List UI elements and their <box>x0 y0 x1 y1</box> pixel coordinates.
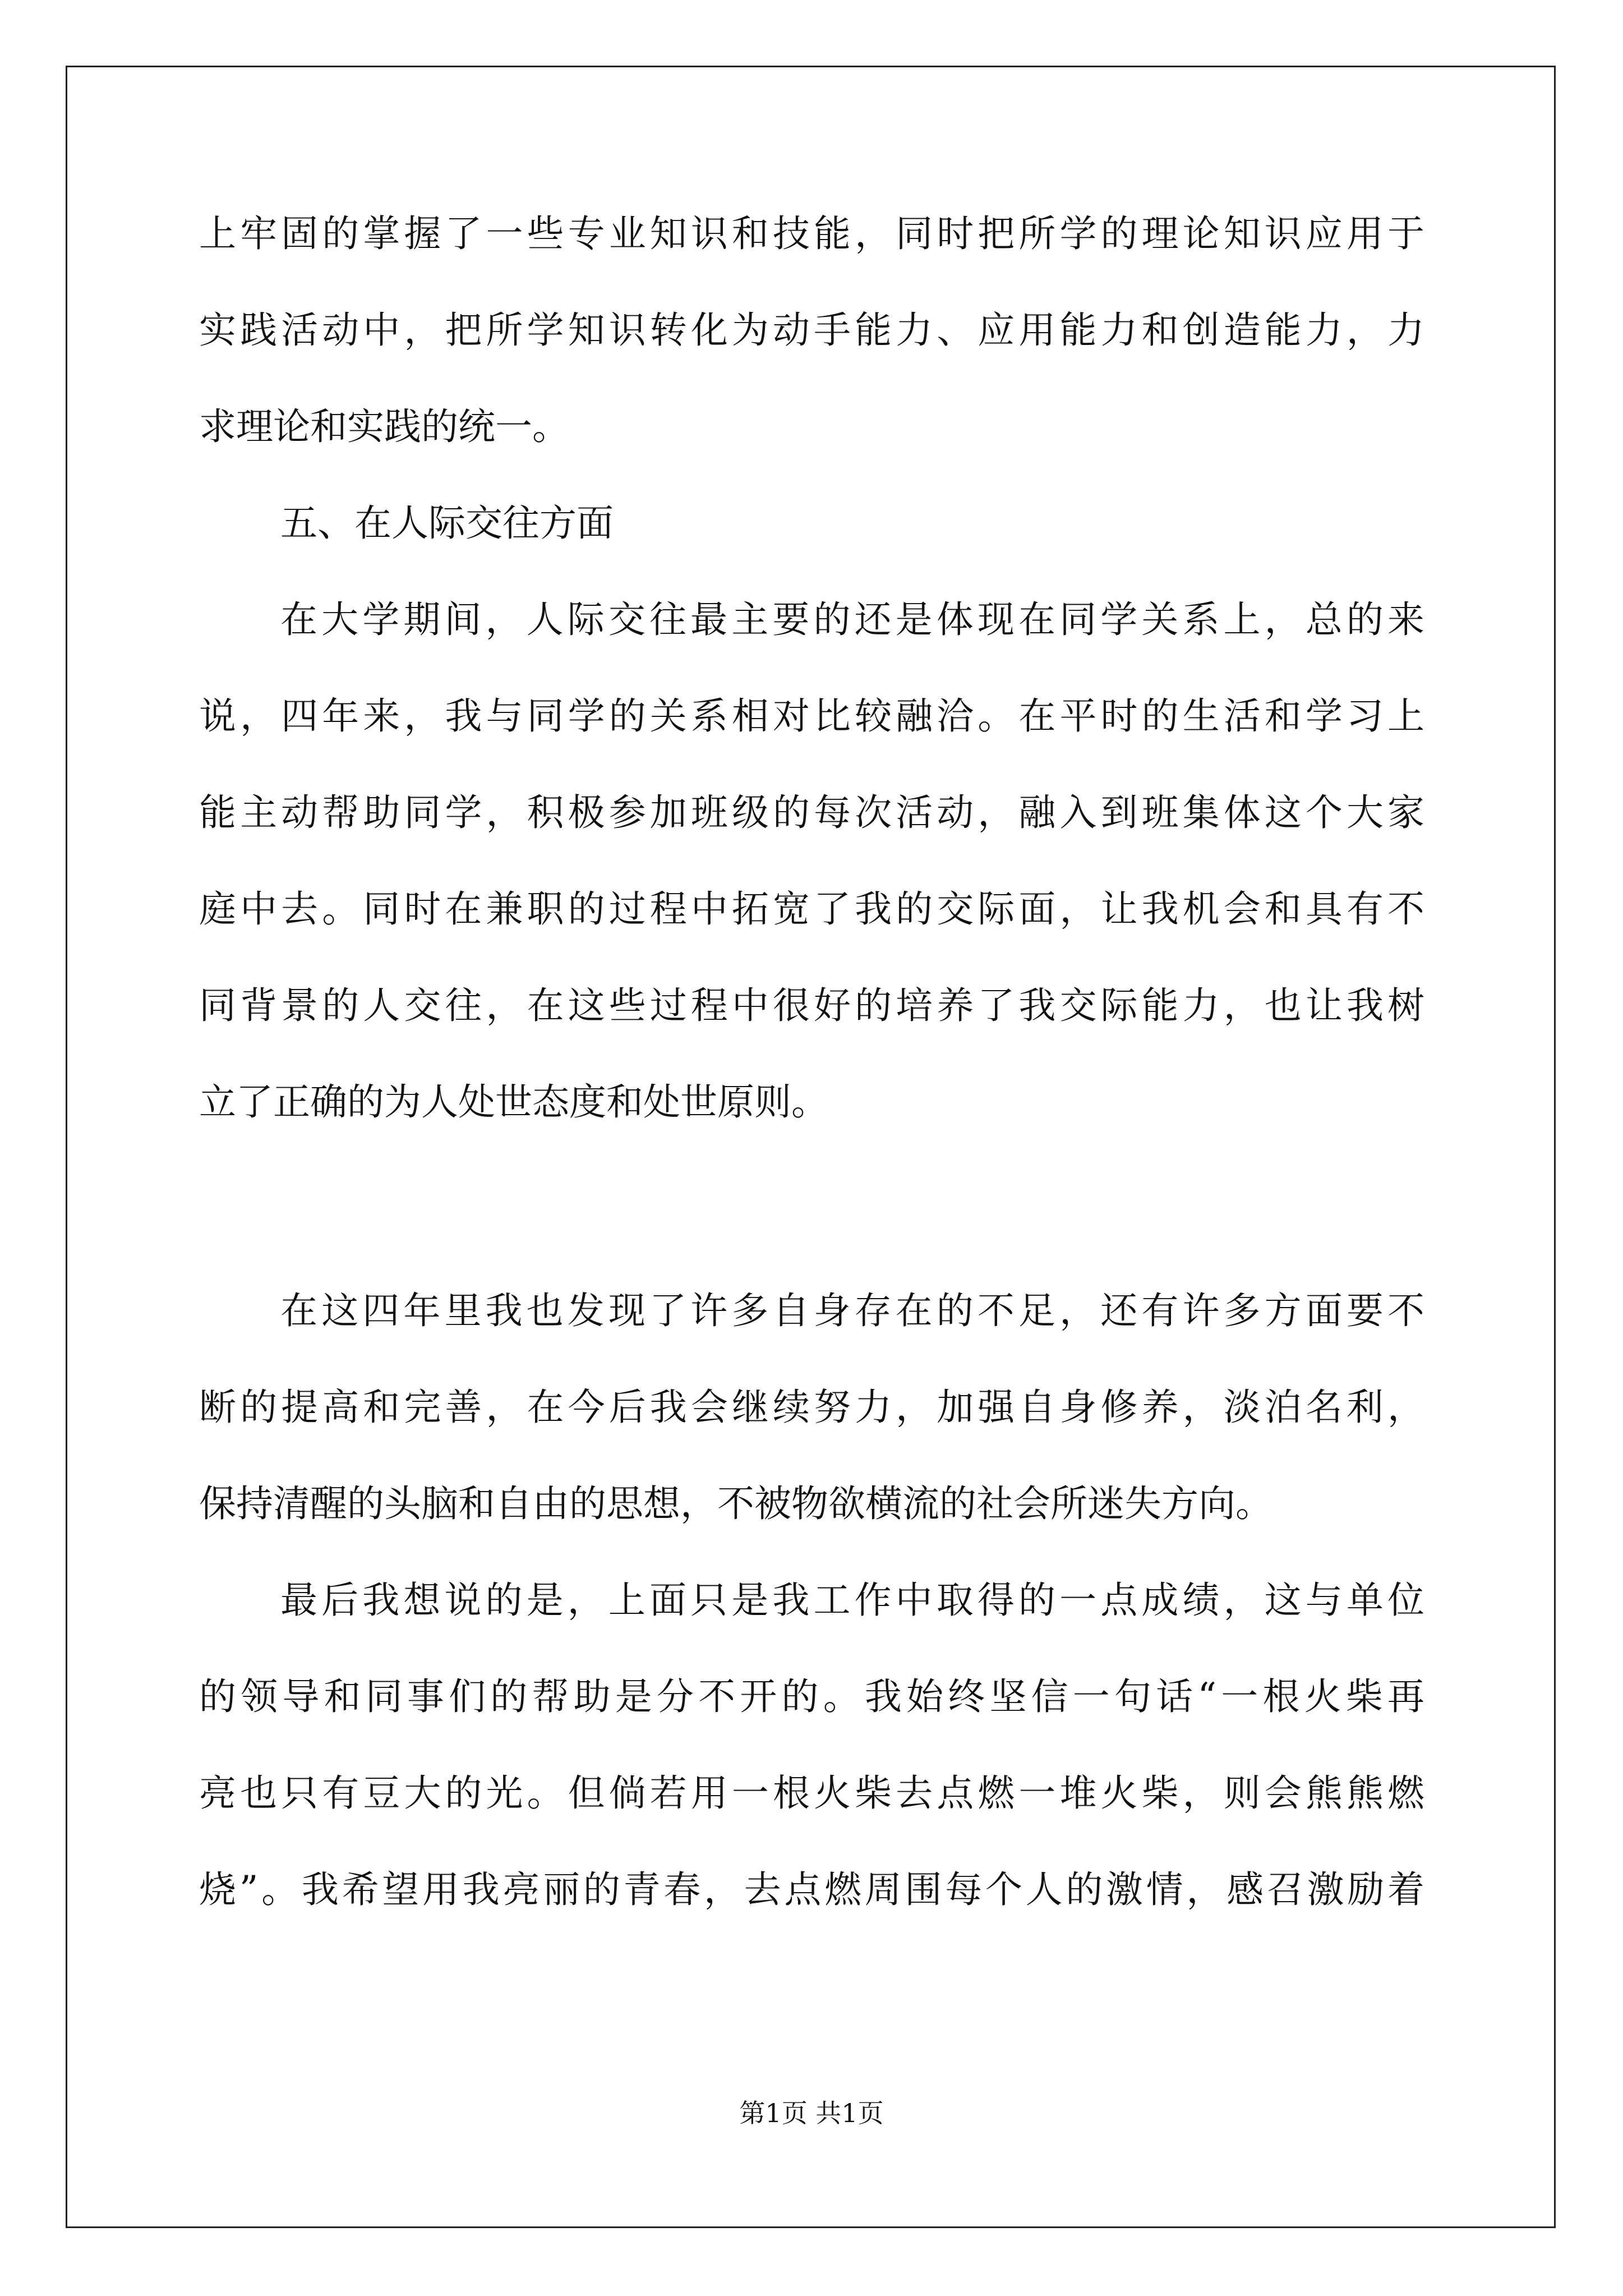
text-line: 保持清醒的头脑和自由的思想，不被物欲横流的社会所迷失方向。 <box>199 1482 1272 1525</box>
page-footer: 第1页 共1页 <box>739 2098 884 2128</box>
text-line: 断的提高和完善，在今后我会继续努力，加强自身修养，淡泊名利， <box>199 1386 1424 1429</box>
text-line: 在这四年里我也发现了许多自身存在的不足，还有许多方面要不 <box>280 1289 1424 1332</box>
text-line: 实践活动中，把所学知识转化为动手能力、应用能力和创造能力，力 <box>199 309 1424 352</box>
text-line: 在大学期间，人际交往最主要的还是体现在同学关系上，总的来 <box>280 598 1424 641</box>
text-line: 庭中去。同时在兼职的过程中拓宽了我的交际面，让我机会和具有不 <box>199 887 1424 931</box>
text-line: 求理论和实践的统一。 <box>199 405 569 448</box>
text-line: 烧”。我希望用我亮丽的青春，去点燃周围每个人的激情，感召激励着 <box>199 1868 1424 1911</box>
text-line: 同背景的人交往，在这些过程中很好的培养了我交际能力，也让我树 <box>199 984 1424 1027</box>
section-heading: 五、在人际交往方面 <box>280 501 614 545</box>
text-line: 的领导和同事们的帮助是分不开的。我始终坚信一句话“一根火柴再 <box>199 1675 1424 1718</box>
text-line: 立了正确的为人处世态度和处世原则。 <box>199 1080 828 1124</box>
text-line: 能主动帮助同学，积极参加班级的每次活动，融入到班集体这个大家 <box>199 791 1424 834</box>
text-line: 上牢固的掌握了一些专业知识和技能，同时把所学的理论知识应用于 <box>199 212 1424 255</box>
text-line: 亮也只有豆大的光。但倘若用一根火柴去点燃一堆火柴，则会熊熊燃 <box>199 1772 1424 1815</box>
text-line: 最后我想说的是，上面只是我工作中取得的一点成绩，这与单位 <box>280 1579 1424 1622</box>
text-line: 说，四年来，我与同学的关系相对比较融洽。在平时的生活和学习上 <box>199 694 1424 738</box>
